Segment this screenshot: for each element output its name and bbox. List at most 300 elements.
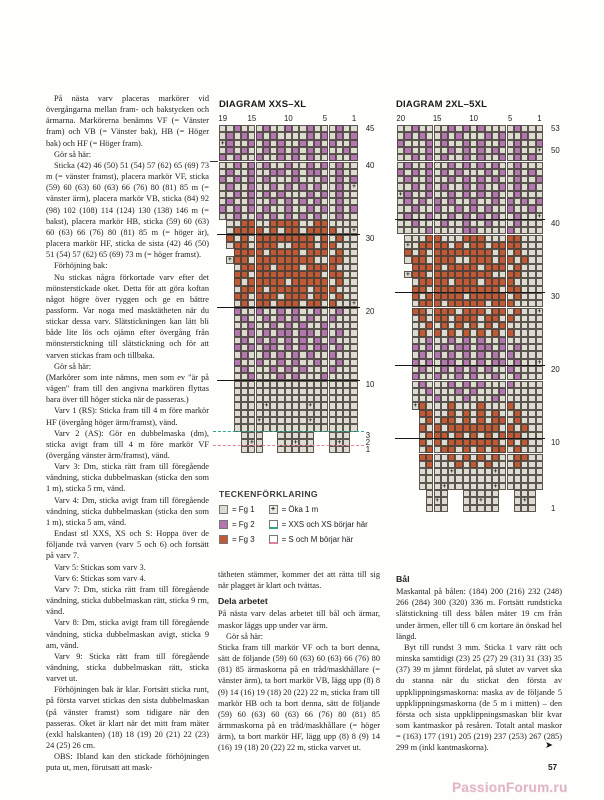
chart-cell xyxy=(499,205,506,212)
chart-cell xyxy=(434,278,441,285)
chart-cell xyxy=(256,256,263,263)
chart-cell xyxy=(314,147,321,154)
chart-cell xyxy=(277,278,284,285)
chart-cell xyxy=(426,446,433,453)
chart-cell xyxy=(470,373,477,380)
chart-cell xyxy=(285,417,292,424)
chart-cell xyxy=(434,140,441,147)
chart-cell xyxy=(448,366,455,373)
chart-cell xyxy=(499,424,506,431)
chart-cell xyxy=(499,300,506,307)
chart-cell xyxy=(285,432,292,439)
chart-cell xyxy=(277,432,284,439)
chart-cell xyxy=(299,198,306,205)
chart-cell xyxy=(241,417,248,424)
chart-cell xyxy=(426,264,433,271)
chart-cell xyxy=(463,424,470,431)
chart-cell xyxy=(492,176,499,183)
chart-cell xyxy=(256,125,263,132)
chart-cell xyxy=(441,351,448,358)
chart-cell xyxy=(521,322,528,329)
chart-cell xyxy=(492,395,499,402)
chart-cell xyxy=(485,162,492,169)
chart-cell xyxy=(485,300,492,307)
chart-cell xyxy=(321,308,328,315)
chart-cell xyxy=(307,125,314,132)
chart-cell xyxy=(321,147,328,154)
chart-cell xyxy=(256,286,263,293)
chart-cell xyxy=(336,205,343,212)
chart-cell xyxy=(485,475,492,482)
chart-cell xyxy=(343,205,350,212)
chart-cell xyxy=(499,366,506,373)
chart-cell xyxy=(485,322,492,329)
chart-cell xyxy=(299,308,306,315)
chart-cell xyxy=(350,381,357,388)
chart-cell xyxy=(329,213,336,220)
chart-cell xyxy=(507,344,514,351)
chart-cell xyxy=(507,249,514,256)
chart-cell xyxy=(277,286,284,293)
chart-cell xyxy=(270,176,277,183)
chart-cell xyxy=(434,337,441,344)
chart-cell xyxy=(336,402,343,409)
chart-cell xyxy=(477,227,484,234)
chart-cell xyxy=(404,220,411,227)
chart-cell xyxy=(536,461,543,468)
chart-cell xyxy=(419,227,426,234)
chart-cell xyxy=(263,213,270,220)
chart-cell xyxy=(477,300,484,307)
chart-cell xyxy=(285,329,292,336)
chart-cell xyxy=(299,286,306,293)
chart-cell xyxy=(292,308,299,315)
chart-cell xyxy=(492,505,499,512)
chart-cell xyxy=(412,337,419,344)
chart-cell xyxy=(477,293,484,300)
chart-cell xyxy=(441,315,448,322)
chart-cell xyxy=(536,242,543,249)
chart-cell xyxy=(419,256,426,263)
chart-cell xyxy=(521,125,528,132)
chart-cell xyxy=(528,315,535,322)
chart-cell xyxy=(329,264,336,271)
chart-cell xyxy=(528,205,535,212)
chart-cell xyxy=(492,344,499,351)
chart-cell xyxy=(419,249,426,256)
chart-cell xyxy=(455,198,462,205)
chart-cell xyxy=(463,395,470,402)
chart-cell xyxy=(277,381,284,388)
chart-cell xyxy=(477,147,484,154)
chart-cell xyxy=(499,183,506,190)
chart-cell xyxy=(241,132,248,139)
chart-cell xyxy=(419,271,426,278)
chart-cell xyxy=(343,402,350,409)
chart-cell xyxy=(485,198,492,205)
chart-cell xyxy=(248,198,255,205)
chart-cell xyxy=(463,183,470,190)
chart-cell xyxy=(285,388,292,395)
chart-cell xyxy=(419,169,426,176)
chart-cell xyxy=(455,154,462,161)
chart-cell xyxy=(477,162,484,169)
chart-cell xyxy=(507,140,514,147)
chart-cell xyxy=(477,183,484,190)
chart-cell xyxy=(470,205,477,212)
chart-cell xyxy=(426,483,433,490)
chart-cell xyxy=(329,220,336,227)
chart-cell xyxy=(256,169,263,176)
increase-symbol: + xyxy=(269,505,278,514)
chart-cell xyxy=(412,366,419,373)
chart-cell xyxy=(350,264,357,271)
chart-cell xyxy=(441,293,448,300)
chart-cell xyxy=(234,381,241,388)
chart-cell xyxy=(241,147,248,154)
chart-cell xyxy=(434,454,441,461)
chart-cell xyxy=(412,256,419,263)
chart-cell xyxy=(314,271,321,278)
chart-cell xyxy=(485,147,492,154)
chart-cell xyxy=(307,388,314,395)
chart-cell xyxy=(219,198,226,205)
chart-cell xyxy=(470,315,477,322)
chart-cell xyxy=(434,475,441,482)
chart-cell xyxy=(536,388,543,395)
chart-cell xyxy=(270,344,277,351)
chart-cell xyxy=(514,256,521,263)
chart-cell xyxy=(441,417,448,424)
chart-cell xyxy=(455,147,462,154)
chart-cell xyxy=(412,205,419,212)
chart-cell xyxy=(321,264,328,271)
chart-cell xyxy=(277,366,284,373)
chart-cell xyxy=(434,132,441,139)
chart-cell xyxy=(321,205,328,212)
chart-cell xyxy=(343,388,350,395)
chart-cell xyxy=(528,125,535,132)
chart-cell xyxy=(514,125,521,132)
chart-cell xyxy=(234,395,241,402)
chart-cell xyxy=(343,395,350,402)
fg3-swatch xyxy=(219,535,228,544)
chart-cell xyxy=(329,337,336,344)
chart-cell xyxy=(426,344,433,351)
chart-cell xyxy=(299,410,306,417)
chart-cell xyxy=(248,402,255,409)
chart-cell xyxy=(521,373,528,380)
chart-cell xyxy=(536,315,543,322)
chart-cell xyxy=(514,417,521,424)
chart-cell xyxy=(485,242,492,249)
chart-cell xyxy=(321,191,328,198)
chart-cell xyxy=(329,293,336,300)
chart-cell xyxy=(455,125,462,132)
chart-cell xyxy=(499,140,506,147)
chart-cell xyxy=(343,381,350,388)
row-number-label: 40 xyxy=(551,219,560,229)
chart-cell xyxy=(321,220,328,227)
size-separator-line xyxy=(217,234,360,235)
chart-cell xyxy=(336,308,343,315)
row-number-label: 50 xyxy=(551,146,560,156)
chart-cell xyxy=(329,359,336,366)
chart-cell xyxy=(521,256,528,263)
chart-cell xyxy=(448,395,455,402)
legend-label: = XXS och XS börjar här xyxy=(281,520,368,529)
chart-cell xyxy=(507,183,514,190)
chart-cell xyxy=(234,132,241,139)
chart-cell xyxy=(234,351,241,358)
chart-cell xyxy=(477,132,484,139)
chart-cell xyxy=(299,125,306,132)
chart-cell xyxy=(521,490,528,497)
chart-cell xyxy=(336,395,343,402)
chart-cell xyxy=(507,424,514,431)
chart-cell xyxy=(470,264,477,271)
chart-cell xyxy=(455,388,462,395)
chart-cell xyxy=(426,271,433,278)
fg1-swatch xyxy=(219,505,228,514)
chart-cell xyxy=(441,505,448,512)
chart-cell xyxy=(314,315,321,322)
chart-cell xyxy=(536,417,543,424)
chart-cell xyxy=(241,432,248,439)
chart-cell xyxy=(485,227,492,234)
chart-cell xyxy=(343,410,350,417)
chart-cell xyxy=(419,132,426,139)
chart-cell xyxy=(329,308,336,315)
chart-cell xyxy=(477,264,484,271)
chart-cell xyxy=(277,176,284,183)
chart-cell xyxy=(536,468,543,475)
chart-cell xyxy=(507,373,514,380)
chart-cell xyxy=(448,475,455,482)
chart-cell xyxy=(226,242,233,249)
chart-cell xyxy=(404,205,411,212)
chart-cell xyxy=(321,169,328,176)
chart-cell xyxy=(499,446,506,453)
chart-cell xyxy=(426,183,433,190)
chart-cell xyxy=(329,183,336,190)
chart-cell xyxy=(263,125,270,132)
chart-cell xyxy=(448,424,455,431)
chart-cell xyxy=(292,322,299,329)
chart-cell xyxy=(336,125,343,132)
chart-cell xyxy=(292,191,299,198)
chart-cell xyxy=(336,132,343,139)
chart-cell xyxy=(226,183,233,190)
chart-cell xyxy=(448,351,455,358)
chart-cell xyxy=(343,286,350,293)
size-separator-line xyxy=(395,292,545,293)
chart-cell xyxy=(492,315,499,322)
chart-cell xyxy=(248,169,255,176)
chart-cell xyxy=(314,176,321,183)
chart-cell xyxy=(336,293,343,300)
paragraph: Varv 1 (RS): Sticka fram till 4 m före markör HF (övergång höger ärm/framst), vänd. xyxy=(46,406,209,427)
chart-cell xyxy=(528,198,535,205)
chart-cell xyxy=(248,446,255,453)
chart-cell xyxy=(336,256,343,263)
stitch-number-label: 20 xyxy=(396,114,406,123)
chart-cell xyxy=(285,293,292,300)
chart-cell xyxy=(299,381,306,388)
chart-cell xyxy=(419,417,426,424)
chart-cell xyxy=(521,242,528,249)
chart-cell: + xyxy=(413,402,418,410)
chart-cell xyxy=(485,154,492,161)
chart-cell xyxy=(397,125,404,132)
chart-cell xyxy=(455,249,462,256)
chart-cell xyxy=(536,337,543,344)
chart-cell xyxy=(336,278,343,285)
chart-cell xyxy=(521,475,528,482)
chart-cell xyxy=(448,249,455,256)
chart-cell xyxy=(455,344,462,351)
chart-cell xyxy=(536,344,543,351)
chart-cell xyxy=(528,147,535,154)
chart-cell xyxy=(226,169,233,176)
chart-cell xyxy=(329,351,336,358)
chart-cell xyxy=(521,132,528,139)
chart-cell xyxy=(419,322,426,329)
chart-cell xyxy=(404,132,411,139)
chart-cell xyxy=(477,176,484,183)
chart-cell xyxy=(256,395,263,402)
chart-cell xyxy=(492,278,499,285)
chart-cell xyxy=(434,483,441,490)
chart-cell xyxy=(536,475,543,482)
chart-cell xyxy=(514,132,521,139)
chart-cell xyxy=(521,271,528,278)
chart-cell xyxy=(307,242,314,249)
chart-cell xyxy=(514,242,521,249)
chart-cell xyxy=(470,220,477,227)
chart-cell xyxy=(270,220,277,227)
chart-cell xyxy=(329,256,336,263)
chart-cell xyxy=(499,220,506,227)
legend xyxy=(219,489,389,544)
chart-cell xyxy=(270,169,277,176)
chart-cell xyxy=(292,169,299,176)
chart-cell xyxy=(350,205,357,212)
legend-items xyxy=(219,505,389,544)
chart-cell xyxy=(263,256,270,263)
diagram2-title: DIAGRAM 2XL–5XL xyxy=(396,99,488,110)
chart-cell xyxy=(263,235,270,242)
chart-cell xyxy=(536,293,543,300)
chart-cell xyxy=(307,256,314,263)
chart-cell xyxy=(426,395,433,402)
chart-cell: + xyxy=(249,438,254,446)
chart-cell xyxy=(314,264,321,271)
chart-cell xyxy=(336,381,343,388)
chart-cell xyxy=(321,256,328,263)
chart-cell xyxy=(412,351,419,358)
chart-cell xyxy=(263,337,270,344)
chart-cell xyxy=(521,410,528,417)
chart-cell xyxy=(263,249,270,256)
chart-cell xyxy=(270,322,277,329)
chart-cell xyxy=(256,359,263,366)
chart-cell xyxy=(499,417,506,424)
chart-cell xyxy=(397,183,404,190)
chart-cell xyxy=(241,329,248,336)
chart-cell xyxy=(441,322,448,329)
row-number-label: 40 xyxy=(365,160,375,170)
chart-cell xyxy=(263,395,270,402)
chart-cell xyxy=(343,132,350,139)
chart-cell xyxy=(514,264,521,271)
chart-cell xyxy=(463,315,470,322)
chart-cell xyxy=(329,410,336,417)
chart-cell xyxy=(299,359,306,366)
chart-cell xyxy=(299,220,306,227)
chart-cell xyxy=(485,308,492,315)
chart-cell xyxy=(507,227,514,234)
chart-cell xyxy=(448,439,455,446)
chart-cell xyxy=(470,417,477,424)
chart-cell xyxy=(329,417,336,424)
chart-cell xyxy=(470,402,477,409)
chart-cell xyxy=(299,176,306,183)
paragraph: Varv 4: Dm, sticka avigt fram till föregående vändning, sticka dubbelmaskan (sticka den som 1 m), sticka 5 am, vänd. xyxy=(46,495,209,527)
chart-cell xyxy=(463,417,470,424)
legend-item xyxy=(269,505,368,514)
chart-cell xyxy=(307,183,314,190)
continue-arrow-icon: ➤ xyxy=(545,740,553,751)
chart-cell xyxy=(528,373,535,380)
chart-cell xyxy=(270,205,277,212)
chart-cell xyxy=(536,410,543,417)
chart-cell xyxy=(270,286,277,293)
chart-cell xyxy=(499,176,506,183)
chart-cell xyxy=(507,169,514,176)
chart-cell xyxy=(336,322,343,329)
chart-cell xyxy=(248,351,255,358)
chart-cell xyxy=(521,249,528,256)
chart-cell xyxy=(350,322,357,329)
chart-cell xyxy=(321,381,328,388)
chart-cell xyxy=(455,402,462,409)
chart-cell xyxy=(336,359,343,366)
chart-cell xyxy=(263,286,270,293)
chart-cell xyxy=(470,242,477,249)
chart-cell xyxy=(463,329,470,336)
chart-cell xyxy=(448,308,455,315)
chart-cell xyxy=(248,293,255,300)
chart-cell xyxy=(470,497,477,504)
chart-cell xyxy=(441,154,448,161)
chart-cell xyxy=(270,329,277,336)
chart-cell xyxy=(477,329,484,336)
stitch-number-label: 19 xyxy=(218,114,228,123)
chart-cell xyxy=(263,198,270,205)
chart-cell xyxy=(248,147,255,154)
chart-cell xyxy=(455,381,462,388)
chart-cell xyxy=(499,132,506,139)
chart-cell xyxy=(234,278,241,285)
chart-cell xyxy=(277,344,284,351)
chart-cell xyxy=(343,417,350,424)
chart-cell xyxy=(485,373,492,380)
chart-cell xyxy=(234,410,241,417)
chart-cell xyxy=(536,402,543,409)
chart-cell xyxy=(307,213,314,220)
chart-cell xyxy=(514,293,521,300)
